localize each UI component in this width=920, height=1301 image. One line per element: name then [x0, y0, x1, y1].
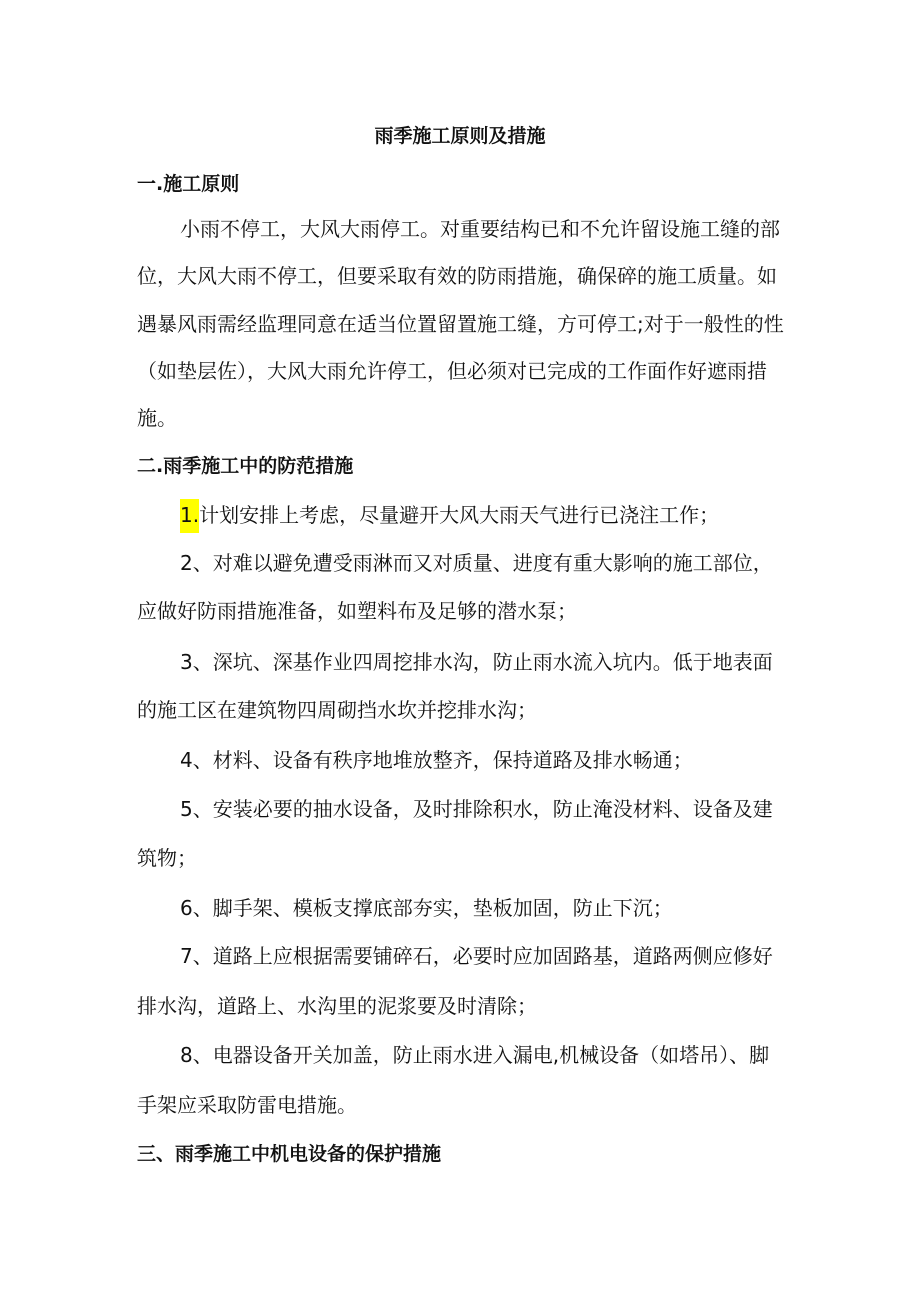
list-item: 5、安装必要的抽水设备，及时排除积水，防止淹没材料、设备及建 — [180, 797, 773, 821]
list-item: 6、脚手架、模板支撑底部夯实，垫板加固，防止下沉； — [180, 896, 673, 920]
paragraph-line: 小雨不停工，大风大雨停工。对重要结构已和不允许留设施工缝的部 — [180, 217, 780, 241]
section-heading-1: 一.施工原则 — [137, 173, 240, 195]
section-heading-3: 三、雨季施工中机电设备的保护措施 — [137, 1143, 442, 1165]
list-item-text: 计划安排上考虑，尽量避开大风大雨天气进行已浇注工作； — [199, 503, 720, 527]
list-item: 8、电器设备开关加盖，防止雨水进入漏电,机械设备（如塔吊）、脚 — [180, 1043, 770, 1067]
list-item-continuation: 排水沟，道路上、水沟里的泥浆要及时清除； — [137, 994, 537, 1018]
list-item-continuation: 手架应采取防雷电措施。 — [137, 1093, 357, 1117]
list-item: 3、深坑、深基作业四周挖排水沟，防止雨水流入坑内。低于地表面 — [180, 650, 773, 674]
list-item: 4、材料、设备有秩序地堆放整齐，保持道路及排水畅通； — [180, 748, 693, 772]
list-item-1 — [180, 500, 719, 530]
paragraph-line: 施。 — [137, 406, 177, 430]
section-heading-2: 二.雨季施工中的防范措施 — [137, 455, 354, 477]
list-item-continuation: 筑物； — [137, 846, 197, 870]
list-item: 2、对难以避免遭受雨淋而又对质量、进度有重大影响的施工部位， — [180, 551, 773, 575]
paragraph-line: 遇暴风雨需经监理同意在适当位置留置施工缝，方可停工;对于一般性的性 — [137, 312, 784, 336]
document-title: 雨季施工原则及措施 — [374, 125, 546, 147]
list-item-continuation: 的施工区在建筑物四周砌挡水坎并挖排水沟； — [137, 698, 537, 722]
list-item-continuation: 应做好防雨措施准备，如塑料布及足够的潜水泵； — [137, 599, 577, 623]
highlighted-number: 1. — [180, 499, 199, 533]
paragraph-line: 位，大风大雨不停工，但要采取有效的防雨措施，确保碎的施工质量。如 — [137, 264, 777, 288]
paragraph-line: （如垫层佐），大风大雨允许停工，但必须对已完成的工作面作好遮雨措 — [137, 359, 767, 383]
list-item: 7、道路上应根据需要铺碎石，必要时应加固路基，道路两侧应修好 — [180, 944, 773, 968]
